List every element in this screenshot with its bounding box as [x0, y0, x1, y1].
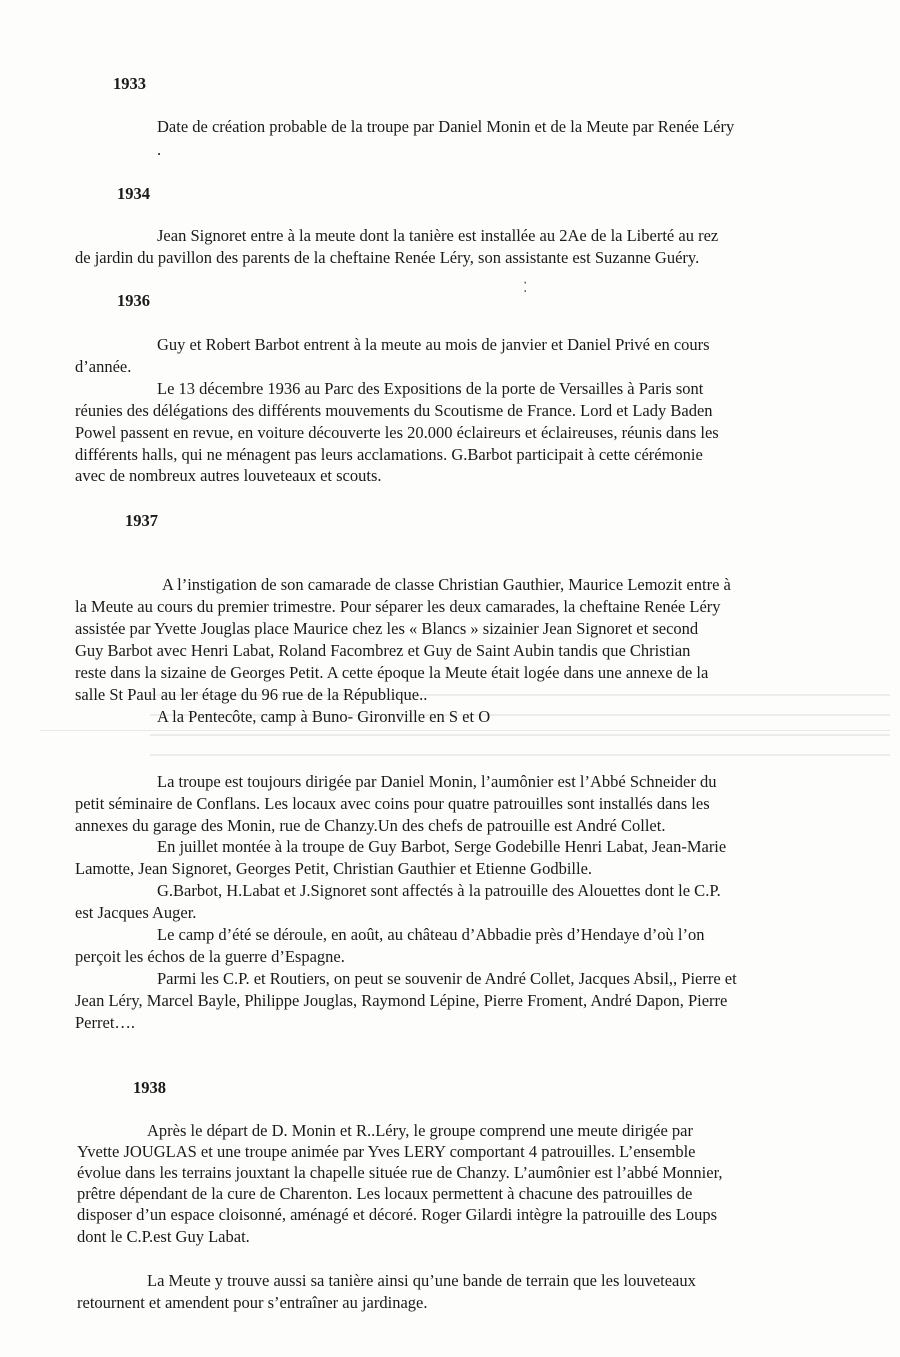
text-line: En juillet montée à la troupe de Guy Barbot, Serge Godebille Henri Labat, Jean-Marie: [157, 837, 727, 856]
text-line: A l’instigation de son camarade de classe Christian Gauthier, Maurice Lemozit entre à: [162, 575, 731, 594]
text-line: Date de création probable de la troupe par Daniel Monin et de la Meute par Renée Léry: [157, 117, 735, 136]
text-line: Lamotte, Jean Signoret, Georges Petit, Christian Gauthier et Etienne Godbille.: [75, 859, 593, 878]
text-line: Yvette JOUGLAS et une troupe animée par Yves LERY comportant 4 patrouilles. L’ensemble: [77, 1142, 696, 1161]
scan-mark: ⁚: [523, 281, 528, 296]
text-line: Après le départ de D. Monin et R..Léry, le groupe comprend une meute dirigée par: [147, 1121, 693, 1140]
text-line: salle St Paul au ler étage du 96 rue de la République..: [75, 685, 428, 704]
text-line: avec de nombreux autres louveteaux et scouts.: [75, 466, 382, 485]
year-heading-1938: 1938: [133, 1078, 166, 1097]
text-line: disposer d’un espace cloisonné, aménagé et décoré. Roger Gilardi intègre la patrouille des Loups: [77, 1205, 718, 1224]
faint-scan-line: [40, 730, 890, 731]
text-line: annexes du garage des Monin, rue de Chanzy.Un des chefs de patrouille est André Collet.: [75, 816, 666, 835]
text-line: Jean Léry, Marcel Bayle, Philippe Jouglas, Raymond Lépine, Pierre Froment, André Dapon, Pierre: [75, 991, 728, 1010]
text-line: Guy Barbot avec Henri Labat, Roland Facombrez et Guy de Saint Aubin tandis que Christian: [75, 641, 691, 660]
text-line: assistée par Yvette Jouglas place Maurice chez les « Blancs » sizainier Jean Signoret et second: [75, 619, 699, 638]
year-heading-1937: 1937: [125, 511, 158, 530]
text-line: prêtre dépendant de la cure de Charenton. Les locaux permettent à chacune des patrouilles de: [77, 1184, 693, 1203]
text-line: G.Barbot, H.Labat et J.Signoret sont affectés à la patrouille des Alouettes dont le C.P.: [157, 881, 721, 900]
text-line: A la Pentecôte, camp à Buno- Gironville en S et O: [157, 707, 491, 726]
text-line: dont le C.P.est Guy Labat.: [77, 1227, 250, 1246]
text-line: La Meute y trouve aussi sa tanière ainsi qu’une bande de terrain que les louveteaux: [147, 1271, 696, 1290]
text-line: la Meute au cours du premier trimestre. Pour séparer les deux camarades, la cheftaine Renée Léry: [75, 597, 721, 616]
text-line: .: [157, 140, 162, 159]
text-line: Jean Signoret entre à la meute dont la tanière est installée au 2Ae de la Liberté au rez: [157, 226, 719, 245]
text-line: Guy et Robert Barbot entrent à la meute au mois de janvier et Daniel Privé en cours: [157, 335, 710, 354]
year-heading-1936: 1936: [117, 291, 150, 310]
text-line: Parmi les C.P. et Routiers, on peut se souvenir de André Collet, Jacques Absil,, Pierre et: [157, 969, 737, 988]
text-line: est Jacques Auger.: [75, 903, 197, 922]
text-line: petit séminaire de Conflans. Les locaux avec coins pour quatre patrouilles sont installés dans les: [75, 794, 710, 813]
text-line: reste dans la sizaine de Georges Petit. A cette époque la Meute était logée dans une annexe de la: [75, 663, 709, 682]
text-line: Perret….: [75, 1013, 136, 1032]
text-line: réunies des délégations des différents mouvements du Scoutisme de France. Lord et Lady Baden: [75, 401, 713, 420]
text-line: évolue dans les terrains jouxtant la chapelle située rue de Chanzy. L’aumônier est l’abbé Monnier,: [77, 1163, 723, 1182]
text-line: différents halls, qui ne ménagent pas leurs acclamations. G.Barbot participait à cette cérémonie: [75, 445, 703, 464]
text-line: d’année.: [75, 357, 132, 376]
text-line: Powel passent en revue, en voiture découverte les 20.000 éclaireurs et éclaireuses, réunis dans les: [75, 423, 719, 442]
text-line: retournent et amendent pour s’entraîner au jardinage.: [77, 1293, 428, 1312]
text-line: Le camp d’été se déroule, en août, au château d’Abbadie près d’Hendaye d’où l’on: [157, 925, 705, 944]
text-line: perçoit les échos de la guerre d’Espagne.: [75, 947, 345, 966]
text-line: La troupe est toujours dirigée par Daniel Monin, l’aumônier est l’Abbé Schneider du: [157, 772, 717, 791]
text-line: de jardin du pavillon des parents de la cheftaine Renée Léry, son assistante est Suzanne Guéry.: [75, 248, 700, 267]
year-heading-1933: 1933: [113, 74, 146, 93]
year-heading-1934: 1934: [117, 184, 150, 203]
text-line: Le 13 décembre 1936 au Parc des Expositions de la porte de Versailles à Paris sont: [157, 379, 704, 398]
